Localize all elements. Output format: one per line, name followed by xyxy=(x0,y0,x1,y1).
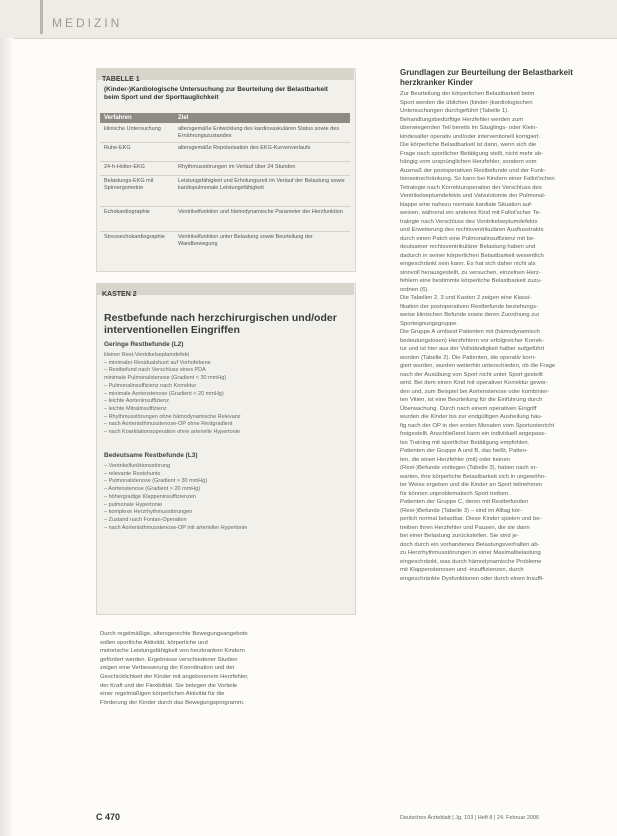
list-item: – Ventrikelfunktionsstörung xyxy=(104,463,171,469)
bedeutsame-restbefunde-list xyxy=(104,463,348,532)
text-line: weisen, während ein anderes Kind mit Fallot'scher Te- xyxy=(400,210,541,216)
text-line: eingeschränkt, was durch hämodynamische Probleme xyxy=(400,558,542,565)
text-line: doch durch ein vorhandenes Belastungsverhalten ab- xyxy=(400,541,540,548)
text-line: Untersuchungen durchgeführt (Tabelle 1). xyxy=(400,108,509,114)
table-row: 24-h-Holter-EKG Rhythmusstörungen im Verlauf über 24 Stunden xyxy=(100,162,350,176)
text-line: den und, zum Beispiel bei Aortenstenose oder kombinier- xyxy=(400,388,550,395)
list-item: – leichte Aorteninsuffizienz xyxy=(104,398,170,405)
section-label: MEDIZIN xyxy=(52,16,123,30)
table-row: Belastungs-EKG mit Spiroergometrie Leistungsfähigkeit und Erholungszeit im Verlauf der Belastung sowie kardiopulmonale Leistungsfähigkeit xyxy=(100,176,350,207)
list-item: – komplexe Herzrhythmusstörungen xyxy=(104,509,193,516)
list-item: – Aortenstenose (Gradient > 20 mmHg) xyxy=(104,486,201,493)
text-line: kindesalter operativ und/oder interventionell korrigiert. xyxy=(400,133,541,140)
list-item: minimale Pulmonalstenose (Gradient < 30 mmHg) xyxy=(104,375,227,382)
text-line: Frage nach sportlicher Betätigung stellt, nicht mehr ab- xyxy=(400,150,544,157)
text-line: zeigen eine Verbesserung der Koordination und der xyxy=(100,665,235,672)
text-line: Ventrikelseptumdefekts und Valvulotomie der Pulmonal- xyxy=(400,193,546,199)
page-fold-shadow xyxy=(0,38,14,836)
text-line: bedeutungslosen) Herzfehlern vor erfolgreicher Korrek- xyxy=(400,337,545,344)
list-item: kleiner Rest-Ventrikelseptumdefekt xyxy=(104,352,189,358)
kasten-2-tag: KASTEN 2 xyxy=(96,283,354,295)
list-item: – nach Koarktationsoperation ohne arterielle Hypertonie xyxy=(104,429,241,436)
list-item: – Zustand nach Fontan-Operation xyxy=(104,516,187,523)
geringe-restbefunde-list xyxy=(104,352,348,437)
left-column-body-text xyxy=(100,630,358,707)
right-column-body-text xyxy=(400,90,600,583)
text-line: tes Training mit sportlicher Betätigung empfohlen. xyxy=(400,439,530,446)
text-line: fehlern eine bestimmte körperliche Belastbarkeit zuzu- xyxy=(400,278,542,284)
text-line: motorische Leistungsfähigkeit von herzkranken Kindern xyxy=(100,648,245,655)
text-line: tur und ist hier aus der Vollständigkeit halber aufgeführt xyxy=(400,346,545,352)
text-line: ordnen (6). xyxy=(400,286,429,293)
text-line: durch einen Patch eine Pulmonalinsuffizienz mit be- xyxy=(400,235,536,242)
text-line: Förderung der Kinder durch das Bewegungsprogramm. xyxy=(100,699,245,706)
list-item: – Rhythmusstörungen ohne hämodynamische Relevanz xyxy=(104,413,241,420)
text-line: und Erweiterung des rechtsventrikulären Ausflusstrakts xyxy=(400,227,544,233)
text-line: deutsamer rechtsventrikulärer Belastung haben und xyxy=(400,244,536,250)
table-1-tag: TABELLE 1 xyxy=(96,68,354,80)
table-col-verfahren: Verfahren xyxy=(104,115,132,121)
kasten-2-heading: Restbefunde nach herzchirurgischen und/oder interventionellen Eingriffen xyxy=(104,312,337,336)
right-column-heading: Grundlagen zur Beurteilung der Belastbarkeit herzkranker Kinder xyxy=(400,68,573,87)
table-col-ziel: Ziel xyxy=(178,115,189,121)
text-line: Überwachung. Durch nach einem operativen Eingriff xyxy=(400,405,537,412)
text-line: hängig vom ursprünglichen Herzfehler, sondern vom xyxy=(400,159,537,165)
text-line: gefördert werden. Ergebnisse verschiedener Studien xyxy=(100,656,238,663)
header-accent xyxy=(40,0,43,34)
text-line: mit Klappenstenosen und -insuffizienzen, durch xyxy=(400,567,524,573)
list-item: – Pulmonalinsuffizienz nach Korrektur xyxy=(104,382,197,389)
page-number: C 470 xyxy=(96,812,121,822)
table-row: Echokardiographie Ventrikelfunktion und hämodynamische Parameter der Herzfunktion xyxy=(100,207,350,232)
text-line: überwiegenden Teil bereits im Säuglings- oder Klein- xyxy=(400,125,538,131)
text-line: perlich normal belastbar. Diese Kinder spielen und be- xyxy=(400,516,542,522)
text-line: tionseinschränkung. So kann bei Kindern einer Fallot'schen xyxy=(400,176,555,182)
text-line: Die körperliche Belastbarkeit ist dann, wenn sich die xyxy=(400,142,537,148)
list-item: – nach Aortenisthmusstenose-OP mit arterieller Hypertonie xyxy=(104,524,248,531)
text-line: Zur Beurteilung der körperlichen Belastbarkeit beim xyxy=(400,91,535,97)
text-line: Patienten der Gruppe A und B, das heißt, Patien- xyxy=(400,448,528,454)
text-line: treiben ihren Herzfehler und Pausen, die sie dann xyxy=(400,524,530,531)
text-line: Geschicklichkeit der Kinder mit angeborenem Herzfehler, xyxy=(100,673,249,680)
text-line: klappe eine nahezu normale kardiale Situation auf- xyxy=(400,201,533,208)
table-row: Ruhe-EKG altersgemäße Repolarisation des EKG-Kurvenverlaufs xyxy=(100,143,350,162)
text-line: Behandlungsbedürftige Herzfehler werden zum xyxy=(400,116,524,123)
text-line: ter Weise ergeben und die Kinder an Sport teilnehmen xyxy=(400,482,543,488)
text-line: Sporteignungsgruppe. xyxy=(400,320,458,327)
text-line: fikation der postoperativen Restbefunde beziehungs- xyxy=(400,303,538,310)
text-line: Durch regelmäßige, altersgerechte Bewegungsangebote xyxy=(100,631,248,637)
table-row: Stressechokardiographie Ventrikelfunktion unter Belastung sowie Beurteilung der Wandbewegung xyxy=(104,234,313,247)
text-line: ten Vitien, ist eine Beurteilung für die Einführung durch xyxy=(400,397,543,403)
list-item: – Restbefund nach Verschluss eines PDA xyxy=(104,367,206,374)
list-item: – relevante Restshunts xyxy=(104,470,161,477)
list-item: – höhergradige Klappeninsuffizienzen xyxy=(104,493,196,500)
list-item: – Pulmonalstenose (Gradient > 30 mmHg) xyxy=(104,478,208,485)
text-line: eingeschränkte Dysfunktionen oder durch einen Insuffi- xyxy=(400,575,544,582)
text-line: Tetralogie nach Korrekturoperation der Verschluss des xyxy=(400,184,542,191)
text-line: bei einer Belastung zurückstellen. Sie sind je- xyxy=(400,533,519,539)
text-line: eingeschränkt sein kann. Es hat sich daher nicht als xyxy=(400,261,536,267)
text-line: wird. Bei dem einen Kind mit operativer Korrektur gewor- xyxy=(400,380,548,386)
text-line: worden (Tabelle 2). Die Patienten, die operativ korri- xyxy=(400,354,536,361)
list-item: – leichte Mitralinsuffizienz xyxy=(104,405,167,412)
list-item: – pulmonale Hypertonie xyxy=(104,501,163,508)
text-line: einer regelmäßigen körperlichen Aktivität für die xyxy=(100,691,225,698)
text-line: dadurch in seiner körperlichen Belastbarkeit wesentlich xyxy=(400,252,544,259)
text-line: Die Gruppe A umfasst Patienten mit (hämodynamisch xyxy=(400,329,540,335)
text-line: sinnvoll herausgestellt, zu versuchen, einzelnen Herz- xyxy=(400,269,541,276)
text-line: zu Herzrhythmusstörungen in einer Maximalbelastung xyxy=(400,550,541,556)
text-line: (Rest-)Befunde vorliegen (Tabelle 3), haben nach er- xyxy=(400,465,538,471)
text-line: Die Tabellen 2, 3 und Kasten 2 zeigen eine Klassi- xyxy=(400,295,532,301)
text-line: freigestellt. Anschließend kann ein individuell angepass- xyxy=(400,431,547,437)
text-line: warten, ihre körperliche Belastbarkeit sich in ungewöhn- xyxy=(400,473,547,480)
table-row: klinische Untersuchung altersgemäße Entwicklung des kardiovaskulären Status sowie des Ernährungszustandes xyxy=(100,124,350,143)
text-line: sollen sportliche Aktivität, körperliche und xyxy=(100,639,208,646)
text-line: (Rest-)Befunde (Tabelle 3) – sind im Alltag kör- xyxy=(400,507,523,514)
text-line: Sport werden die üblichen (kinder-)kardiologischen xyxy=(400,99,533,106)
text-line: Patienten der Gruppe C, deren mit Restbefunden xyxy=(400,499,529,505)
text-line: für können unproblematisch Sport treiben. xyxy=(400,490,510,497)
text-line: fig nach der OP in den ersten Monaten vom Sportunterricht xyxy=(400,422,555,429)
text-line: giert wurden, wurden weiterhin unterschieden, ob die Frage xyxy=(400,363,556,369)
table-1-title: (Kinder-)Kardiologische Untersuchung zur Beurteilung der Belastbarkeit beim Sport und der Sporttauglichkeit xyxy=(104,86,328,101)
text-line: wurden die Kinder bis zur endgültigen Ausheilung häu- xyxy=(400,414,543,420)
geringe-restbefunde-title: Geringe Restbefunde (L2) xyxy=(104,341,184,348)
text-line: weise klinischen Befunde sowie deren Zuordnung zur xyxy=(400,312,540,318)
journal-citation: Deutsches Ärzteblatt | Jg. 103 | Heft 8 | 24. Februar 2006 xyxy=(400,815,540,821)
text-line: Ausmaß der postoperativen Restbefunde und der Funk- xyxy=(400,167,546,174)
text-line: tralogie nach Verschluss des Ventrikelseptumdefekts xyxy=(400,218,538,225)
bedeutsame-restbefunde-title: Bedeutsame Restbefunde (L3) xyxy=(104,452,198,459)
list-item: – minimale Aortenstenose (Gradient < 20 mmHg) xyxy=(104,390,224,397)
text-line: ten, die einen Herzfehler (mit) oder keinen xyxy=(400,456,511,463)
text-line: der Kraft und der Flexibilität. Sie belegen die Vorteile xyxy=(100,682,238,689)
list-item: – nach Aortenisthmusstenose-OP ohne Restgradient xyxy=(104,421,233,428)
table-1-header xyxy=(100,113,350,123)
text-line: nach der Ausübung von Sport nicht unter Sport gestellt xyxy=(400,371,543,378)
list-item: – minimaler Residualshunt auf Vorhofebene xyxy=(104,359,211,366)
